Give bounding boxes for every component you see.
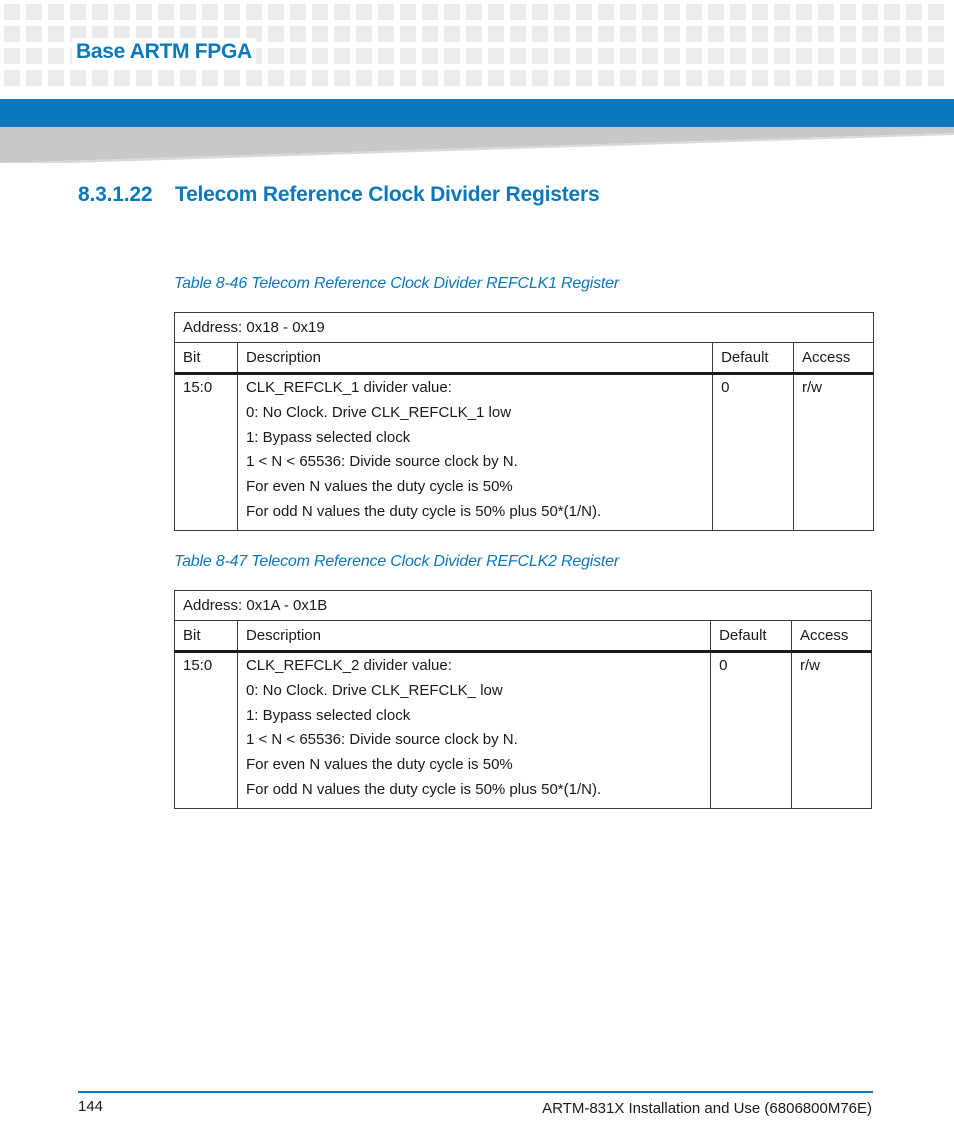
footer-rule (78, 1091, 873, 1093)
header-pattern-tile (752, 26, 768, 42)
header-pattern-tile (4, 26, 20, 42)
header-pattern-tile (312, 26, 328, 42)
header-pattern-tile (862, 4, 878, 20)
header-pattern-tile (400, 70, 416, 86)
description-line: 1: Bypass selected clock (245, 428, 411, 446)
section-number: 8.3.1.22 (78, 183, 153, 206)
header-pattern-tile (4, 70, 20, 86)
section-heading (78, 183, 599, 207)
header-pattern-tile (466, 70, 482, 86)
header-pattern-tile (422, 26, 438, 42)
header-pattern-tile (774, 70, 790, 86)
page-number: 144 (78, 1098, 104, 1115)
header-pattern-tile (444, 26, 460, 42)
header-pattern-tile (708, 48, 724, 64)
header-pattern-tile (532, 26, 548, 42)
header-pattern-tile (356, 26, 372, 42)
default-cell: 0 (713, 374, 794, 531)
column-header-description: Description (237, 343, 712, 374)
header-pattern-tile (598, 4, 614, 20)
header-pattern-tile (290, 48, 306, 64)
header-pattern-tile (48, 26, 64, 42)
header-pattern-tile (400, 26, 416, 42)
description-line: For odd N values the duty cycle is 50% plus 50*(1/N). (245, 780, 602, 798)
header-pattern-tile (928, 26, 944, 42)
header-pattern-tile (928, 48, 944, 64)
header-pattern-tile (884, 26, 900, 42)
header-pattern-tile (26, 4, 42, 20)
table-row (175, 652, 872, 809)
address-cell: Address: 0x1A - 0x1B (175, 591, 872, 621)
address-cell: Address: 0x18 - 0x19 (175, 313, 874, 343)
header-pattern-tile (840, 48, 856, 64)
header-pattern-tile (312, 70, 328, 86)
header-pattern-tile (268, 26, 284, 42)
header-pattern-tile (620, 26, 636, 42)
register-table (174, 312, 874, 531)
header-pattern-tile (620, 4, 636, 20)
header-pattern-tile (444, 4, 460, 20)
description-line: 1: Bypass selected clock (245, 706, 411, 724)
header-pattern-tile (840, 70, 856, 86)
column-header-bit: Bit (175, 343, 238, 374)
header-pattern-tile (532, 48, 548, 64)
header-pattern-tile (334, 70, 350, 86)
header-pattern-tile (400, 4, 416, 20)
header-pattern-tile (334, 4, 350, 20)
header-pattern-tile (598, 48, 614, 64)
header-pattern-tile (708, 26, 724, 42)
header-pattern-tile (752, 4, 768, 20)
header-pattern-tile (796, 48, 812, 64)
chapter-title: Base ARTM FPGA (72, 38, 256, 66)
header-pattern-tile (114, 4, 130, 20)
header-pattern-tile (796, 70, 812, 86)
header-pattern-tile (664, 48, 680, 64)
header-pattern-tile (576, 48, 592, 64)
header-pattern-tile (928, 4, 944, 20)
header-pattern-tile (26, 26, 42, 42)
header-pattern-tile (906, 4, 922, 20)
column-header-bit: Bit (175, 621, 238, 652)
header-pattern-tile (642, 70, 658, 86)
header-pattern-tile (48, 70, 64, 86)
header-pattern-tile (422, 4, 438, 20)
header-pattern-tile (400, 48, 416, 64)
header-pattern-tile (378, 48, 394, 64)
column-header-default: Default (711, 621, 792, 652)
header-pattern-tile (510, 26, 526, 42)
header-pattern-tile (598, 26, 614, 42)
header-pattern-tile (884, 48, 900, 64)
header-pattern-tile (686, 26, 702, 42)
header-pattern-tile (576, 70, 592, 86)
header-pattern-tile (928, 70, 944, 86)
description-line: 1 < N < 65536: Divide source clock by N. (245, 453, 518, 471)
header-pattern-tile (312, 4, 328, 20)
header-pattern-tile (664, 4, 680, 20)
description-line: CLK_REFCLK_1 divider value: (245, 379, 452, 396)
header-pattern-tile (334, 48, 350, 64)
header-pattern-tile (796, 26, 812, 42)
description-line: For even N values the duty cycle is 50% (245, 756, 513, 774)
header-pattern-tile (862, 48, 878, 64)
header-pattern-tile (598, 70, 614, 86)
header-pattern-tile (290, 4, 306, 20)
header-pattern-tile (70, 4, 86, 20)
header-pattern-tile (708, 70, 724, 86)
header-pattern-tile (422, 48, 438, 64)
description-cell (237, 374, 712, 531)
header-pattern-tile (290, 70, 306, 86)
header-pattern-tile (554, 70, 570, 86)
header-pattern-tile (378, 70, 394, 86)
header-pattern-tile (224, 70, 240, 86)
header-pattern-tile (268, 70, 284, 86)
header-pattern-tile (774, 4, 790, 20)
header-pattern-tile (488, 4, 504, 20)
header-pattern-tile (620, 48, 636, 64)
header-pattern-tile (686, 48, 702, 64)
register-table (174, 590, 872, 809)
description-line: For odd N values the duty cycle is 50% plus 50*(1/N). (245, 502, 602, 520)
description-line: CLK_REFCLK_2 divider value: (245, 657, 452, 674)
header-pattern-tile (356, 4, 372, 20)
header-pattern-tile (510, 48, 526, 64)
header-pattern-tile (488, 70, 504, 86)
document-reference: ARTM-831X Installation and Use (6806800M76E) (542, 1100, 872, 1117)
header-pattern-tile (158, 70, 174, 86)
header-pattern-tile (4, 48, 20, 64)
header-pattern-tile (48, 4, 64, 20)
header-pattern-tile (510, 70, 526, 86)
header-pattern-tile (268, 4, 284, 20)
table-row (175, 374, 874, 531)
header-pattern-tile (466, 26, 482, 42)
description-line: 0: No Clock. Drive CLK_REFCLK_1 low (245, 403, 512, 421)
header-pattern-tile (818, 4, 834, 20)
header-pattern-tile (466, 4, 482, 20)
header-pattern-tile (290, 26, 306, 42)
header-pattern-tile (686, 4, 702, 20)
header-pattern-tile (576, 26, 592, 42)
table-caption: Table 8-46 Telecom Reference Clock Divider REFCLK1 Register (174, 275, 619, 292)
header-pattern-tile (576, 4, 592, 20)
header-pattern-tile (642, 4, 658, 20)
header-pattern-tile (752, 48, 768, 64)
header-pattern-tile (818, 26, 834, 42)
description-line: 1 < N < 65536: Divide source clock by N. (245, 731, 518, 749)
description-line: 0: No Clock. Drive CLK_REFCLK_ low (245, 681, 503, 699)
description-cell (237, 652, 710, 809)
header-pattern-tile (752, 70, 768, 86)
table-caption: Table 8-47 Telecom Reference Clock Divider REFCLK2 Register (174, 553, 619, 570)
header-pattern-tile (510, 4, 526, 20)
header-pattern-tile (774, 48, 790, 64)
default-cell: 0 (711, 652, 792, 809)
header-pattern-tile (378, 4, 394, 20)
header-pattern-tile (246, 4, 262, 20)
header-pattern-tile (488, 48, 504, 64)
header-grey-wedge (0, 127, 954, 163)
header-pattern-tile (532, 4, 548, 20)
header-pattern-tile (620, 70, 636, 86)
header-pattern-tile (906, 70, 922, 86)
header-pattern-tile (224, 4, 240, 20)
header-pattern-tile (114, 70, 130, 86)
header-pattern-tile (488, 26, 504, 42)
header-pattern-tile (818, 48, 834, 64)
header-pattern-tile (158, 4, 174, 20)
header-pattern-tile (4, 4, 20, 20)
header-pattern-tile (356, 70, 372, 86)
header-pattern-tile (840, 4, 856, 20)
header-pattern-tile (246, 70, 262, 86)
column-header-description: Description (237, 621, 710, 652)
header-pattern-tile (840, 26, 856, 42)
header-pattern-tile (334, 26, 350, 42)
header-pattern-tile (862, 26, 878, 42)
header-pattern-tile (444, 48, 460, 64)
section-title: Telecom Reference Clock Divider Registers (175, 183, 600, 206)
header-pattern-tile (92, 70, 108, 86)
header-pattern-tile (730, 70, 746, 86)
description-line: For even N values the duty cycle is 50% (245, 478, 513, 496)
header-pattern-tile (180, 70, 196, 86)
bit-cell: 15:0 (175, 652, 238, 809)
header-pattern-tile (862, 70, 878, 86)
header-pattern-tile (730, 4, 746, 20)
bit-cell: 15:0 (175, 374, 238, 531)
header-pattern-tile (774, 26, 790, 42)
column-header-default: Default (713, 343, 794, 374)
header-pattern-tile (686, 70, 702, 86)
header-pattern-tile (554, 4, 570, 20)
header-pattern-tile (180, 4, 196, 20)
header-pattern-tile (906, 26, 922, 42)
header-pattern-tile (444, 70, 460, 86)
header-pattern-tile (268, 48, 284, 64)
header-pattern-tile (70, 70, 86, 86)
header-pattern-tile (554, 26, 570, 42)
header-pattern-tile (664, 70, 680, 86)
header-pattern-tile (554, 48, 570, 64)
column-header-access: Access (794, 343, 874, 374)
access-cell: r/w (794, 374, 874, 531)
header-pattern-tile (48, 48, 64, 64)
header-pattern-tile (422, 70, 438, 86)
header-pattern-tile (26, 70, 42, 86)
header-pattern-tile (906, 48, 922, 64)
header-pattern-tile (378, 26, 394, 42)
column-header-access: Access (792, 621, 872, 652)
header-blue-band (0, 99, 954, 127)
header-pattern-tile (664, 26, 680, 42)
header-pattern-tile (884, 4, 900, 20)
header-pattern-tile (730, 26, 746, 42)
header-pattern-tile (884, 70, 900, 86)
header-pattern-tile (796, 4, 812, 20)
header-pattern-tile (136, 4, 152, 20)
header-pattern-tile (642, 48, 658, 64)
header-pattern-tile (136, 70, 152, 86)
header-pattern-tile (312, 48, 328, 64)
header-pattern-tile (26, 48, 42, 64)
access-cell: r/w (792, 652, 872, 809)
header-pattern-tile (202, 70, 218, 86)
header-pattern-tile (466, 48, 482, 64)
header-pattern-tile (356, 48, 372, 64)
header-pattern-tile (532, 70, 548, 86)
header-pattern-tile (202, 4, 218, 20)
header-pattern-tile (92, 4, 108, 20)
header-pattern-tile (708, 4, 724, 20)
header-pattern-tile (642, 26, 658, 42)
header-pattern-tile (818, 70, 834, 86)
header-pattern-tile (730, 48, 746, 64)
